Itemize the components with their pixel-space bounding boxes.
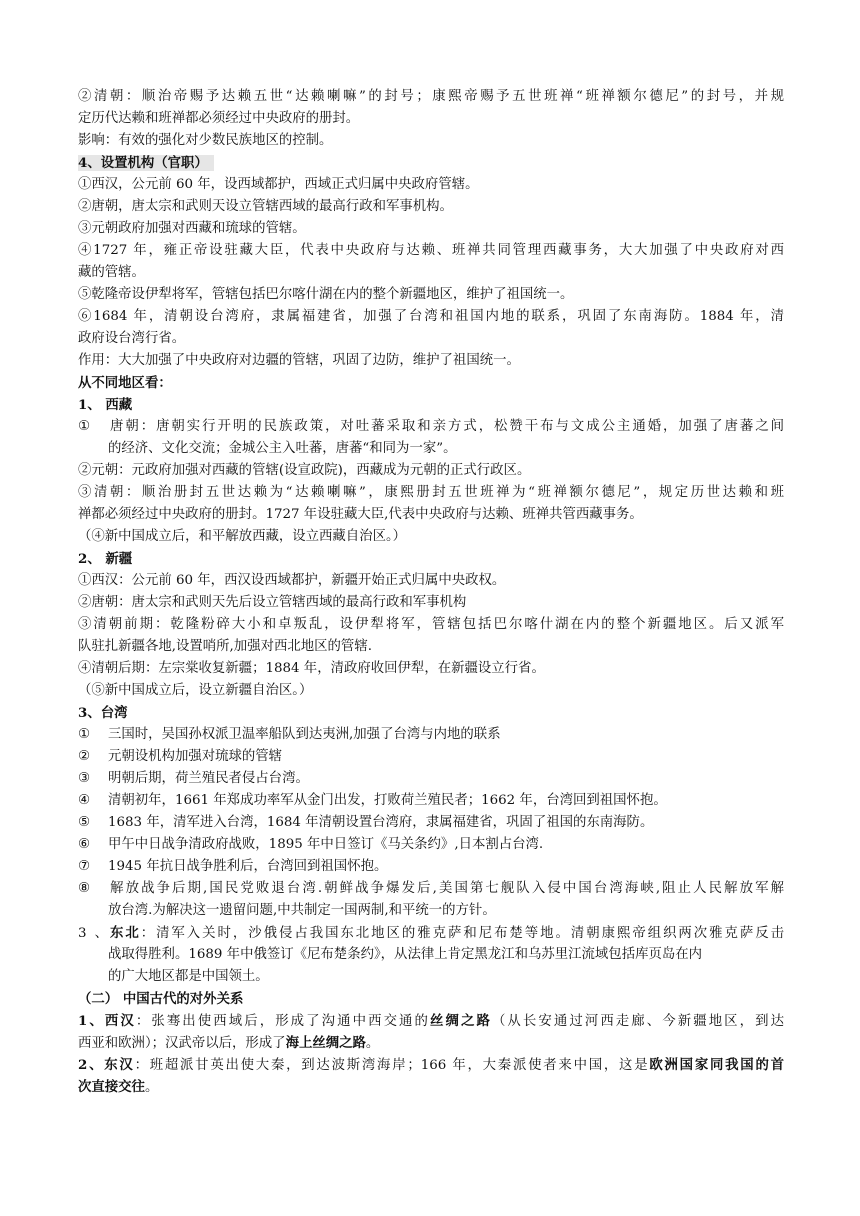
influence-line: 影响：有效的强化对少数民族地区的控制。 xyxy=(78,133,333,148)
taiwan-item-8-number: ⑧ xyxy=(78,881,91,896)
eastern-han-line-1 xyxy=(78,1054,784,1076)
s4-item-4-line-1: ④1727 年，雍正帝设驻藏大臣，代表中央政府与达赖、班禅共同管理西藏事务，大大加强了中央政府对西 xyxy=(78,243,784,258)
taiwan-list-item xyxy=(78,812,784,834)
taiwan-item-8-text: 解放战争后期,国民党败退台湾.朝鲜战争爆发后,美国第七舰队入侵中国台湾海峡,阻止人民解放军解 xyxy=(108,881,784,896)
northeast-line-2: 战取得胜利。1689 年中俄签订《尼布楚条约》，从法律上肯定黑龙江和乌苏里江流域包括库页岛在内 xyxy=(108,947,703,962)
northeast-number: 3、 xyxy=(78,926,108,941)
eastern-han-label: 2、东汉 xyxy=(78,1057,135,1073)
tibet-item-4: （④新中国成立后，和平解放西藏，设立西藏自治区。） xyxy=(78,529,407,544)
tibet-item-1-text: 唐朝：唐朝实行开明的民族政策，对吐蕃采取和亲方式，松赞干布与文成公主通婚，加强了唐蕃之间 xyxy=(108,419,784,434)
western-han-end: 。 xyxy=(365,1036,380,1051)
taiwan-item-number: ⑤ xyxy=(78,815,91,830)
qing-line-2: 定历代达赖和班禅都必须经过中央政府的册封。 xyxy=(78,111,360,126)
xinjiang-item-2: ②唐朝：唐太宗和武则天先后设立管辖西域的最高行政和军事机构 xyxy=(78,595,467,610)
taiwan-list-item xyxy=(78,856,784,878)
eastern-han-line-2 xyxy=(78,1076,784,1098)
taiwan-item-number: ④ xyxy=(78,793,91,808)
tibet-item-1-number: ① xyxy=(78,419,91,434)
taiwan-list-item xyxy=(78,834,784,856)
western-han-line-1 xyxy=(78,1010,784,1032)
taiwan-list-item xyxy=(78,768,784,790)
s4-effect: 作用：大大加强了中央政府对边疆的管辖，巩固了边防，维护了祖国统一。 xyxy=(78,353,520,368)
taiwan-item-text: 1945 年抗日战争胜利后，台湾回到祖国怀抱。 xyxy=(108,859,388,874)
taiwan-item-8-line-1 xyxy=(78,878,784,900)
section-4-title: 4、设置机构（官职） xyxy=(78,155,214,171)
first-contact-term-2: 次直接交往 xyxy=(78,1079,145,1095)
xinjiang-heading: 2、 新疆 xyxy=(78,551,133,567)
s4-item-4-line-2: 藏的管辖。 xyxy=(78,265,145,280)
northeast-label: 东北 xyxy=(108,925,141,941)
taiwan-item-text: 元朝设机构加强对琉球的管辖 xyxy=(108,749,283,764)
western-han-label: 1、西汉 xyxy=(78,1013,136,1029)
taiwan-heading: 3、台湾 xyxy=(78,705,128,721)
s4-item-2: ②唐朝，唐太宗和武则天设立管辖西域的最高行政和军事机构。 xyxy=(78,199,453,214)
silk-road-term: 丝绸之路 xyxy=(430,1013,492,1029)
northeast-line-1 xyxy=(78,922,784,944)
first-contact-term-1: 欧洲国家同我国的首 xyxy=(649,1057,784,1073)
xinjiang-item-3-line-2: 队驻扎新疆各地,设置哨所,加强对西北地区的管辖. xyxy=(78,639,372,654)
taiwan-item-number: ③ xyxy=(78,771,91,786)
tibet-item-3-line-1: ③清朝：顺治册封五世达赖为“达赖喇嘛”，康熙册封五世班禅为“班禅额尔德尼”，规定历世达赖和班 xyxy=(78,485,784,500)
western-han-text-3: 西亚和欧洲）；汉武帝以后，形成了 xyxy=(78,1036,286,1051)
taiwan-list xyxy=(78,724,784,878)
eastern-han-end: 。 xyxy=(144,1080,159,1095)
foreign-relations-heading: （二） 中国古代的对外关系 xyxy=(78,991,244,1007)
tibet-heading: 1、 西藏 xyxy=(78,397,133,413)
tibet-item-1-line-2: 的经济、文化交流；金城公主入吐蕃，唐蕃“和同为一家”。 xyxy=(108,441,457,456)
taiwan-list-item xyxy=(78,724,784,746)
tibet-item-1-line-1 xyxy=(78,416,784,438)
taiwan-item-text: 明朝后期，荷兰殖民者侵占台湾。 xyxy=(108,771,309,786)
s4-item-5: ⑤乾隆帝设伊犁将军，管辖包括巴尔喀什湖在内的整个新疆地区，维护了祖国统一。 xyxy=(78,287,574,302)
taiwan-item-number: ② xyxy=(78,749,91,764)
s4-item-6-line-2: 政府设台湾行省。 xyxy=(78,331,186,346)
xinjiang-item-1: ①西汉：公元前 60 年，西汉设西域都护，新疆开始正式归属中央政权。 xyxy=(78,573,506,588)
qing-line-1: ②清朝：顺治帝赐予达赖五世“达赖喇嘛”的封号；康熙帝赐予五世班禅“班禅额尔德尼”的封号，并规 xyxy=(78,89,784,104)
xinjiang-item-4: ④清朝后期：左宗棠收复新疆；1884 年，清政府收回伊犁，在新疆设立行省。 xyxy=(78,661,545,676)
document-body xyxy=(78,86,784,1098)
taiwan-item-text: 清朝初年，1661 年郑成功率军从金门出发，打败荷兰殖民者；1662 年，台湾回到祖国怀抱。 xyxy=(108,793,667,808)
eastern-han-text: ：班超派甘英出使大秦，到达波斯湾海岸；166 年，大秦派使者来中国，这是 xyxy=(134,1058,650,1073)
section-4-heading xyxy=(78,152,784,174)
regions-heading: 从不同地区看： xyxy=(78,375,172,391)
taiwan-item-text: 甲午中日战争清政府战败，1895 年中日签订《马关条约》,日本割占台湾. xyxy=(108,837,544,852)
xinjiang-item-5: （⑤新中国成立后，设立新疆自治区。） xyxy=(78,683,313,698)
northeast-text-1: ：清军入关时，沙俄侵占我国东北地区的雅克萨和尼布楚等地。清朝康熙帝组织两次雅克萨反击 xyxy=(140,926,784,941)
taiwan-list-item xyxy=(78,790,784,812)
s4-item-6-line-1: ⑥1684 年，清朝设台湾府，隶属福建省，加强了台湾和祖国内地的联系，巩固了东南海防。1884 年，清 xyxy=(78,309,784,324)
maritime-silk-road-term: 海上丝绸之路 xyxy=(285,1035,366,1051)
tibet-item-2: ②元朝：元政府加强对西藏的管辖(设宣政院)，西藏成为元朝的正式行政区。 xyxy=(78,463,531,478)
western-han-line-2 xyxy=(78,1032,784,1054)
s4-item-3: ③元朝政府加强对西藏和琉球的管辖。 xyxy=(78,221,306,236)
taiwan-item-8-line-2: 放台湾.为解决这一遗留问题,中共制定一国两制,和平统一的方针。 xyxy=(108,903,496,918)
taiwan-item-text: 三国时，吴国孙权派卫温率船队到达夷洲,加强了台湾与内地的联系 xyxy=(108,727,501,742)
taiwan-item-number: ⑦ xyxy=(78,859,91,874)
taiwan-item-number: ⑥ xyxy=(78,837,91,852)
s4-item-1: ①西汉，公元前 60 年，设西域都护，西域正式归属中央政府管辖。 xyxy=(78,177,479,192)
western-han-text-1: ：张骞出使西域后，形成了沟通中西交通的 xyxy=(135,1014,431,1029)
tibet-item-3-line-2: 禅都必须经过中央政府的册封。1727 年设驻藏大臣,代表中央政府与达赖、班禅共管西藏事务。 xyxy=(78,507,643,522)
taiwan-item-text: 1683 年，清军进入台湾，1684 年清朝设置台湾府，隶属福建省，巩固了祖国的东南海防。 xyxy=(108,815,654,830)
taiwan-item-number: ① xyxy=(78,727,91,742)
xinjiang-item-3-line-1: ③清朝前期：乾隆粉碎大小和卓叛乱，设伊犁将军，管辖包括巴尔喀什湖在内的整个新疆地区。后又派军 xyxy=(78,617,784,632)
western-han-text-2: （从长安通过河西走廊、今新疆地区，到达 xyxy=(491,1014,784,1029)
taiwan-list-item xyxy=(78,746,784,768)
northeast-line-3: 的广大地区都是中国领土。 xyxy=(108,969,269,984)
